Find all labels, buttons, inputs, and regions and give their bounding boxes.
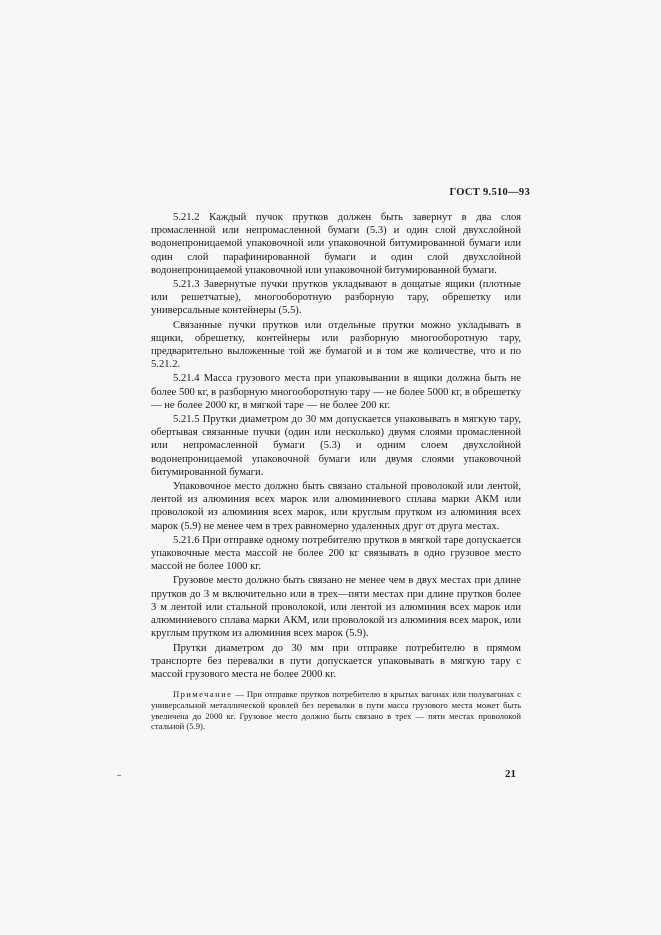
note-block	[151, 689, 521, 732]
page-number: 21	[505, 768, 516, 780]
paragraph-5-21-4: 5.21.4 Масса грузового места при упаковывании в ящики должна быть не более 500 кг, в разборную многооборотную тару — не более 5000 кг, в обрешетку — не более 2000 кг, в мягкой таре — не более 200 кг.	[151, 373, 521, 411]
paragraph-5-21-5: 5.21.5 Прутки диаметром до 30 мм допускается упаковывать в мягкую тару, обертывая связанные пучки (один или несколько) двумя слоями промасленной или непромасленной бумаги (5.3) и одним слоем двухслойной водонепроницаемой упаковочной бумаги или двумя слоями упаковочной битумированной бумаги.	[151, 414, 521, 478]
paragraph-cargo-place: Грузовое место должно быть связано не менее чем в двух местах при длине прутков до 3 м включительно или в трех—пяти местах при длине прутков более 3 м лентой или стальной проволокой, или лентой из алюминия всех марок или алюминиевого сплава марки АКМ, или проволокой из алюминия всех марок, или круглым прутком из алюминия всех марок (5.9).	[151, 575, 521, 640]
paragraph-5-21-6: 5.21.6 При отправке одному потребителю прутков в мягкой таре допускается упаковочные места массой не более 200 кг связывать в одно грузовое место массой не более 1000 кг.	[151, 534, 521, 573]
note-paragraph	[151, 689, 521, 732]
body-text	[151, 211, 521, 682]
paragraph-bundles: Связанные пучки прутков или отдельные прутки можно укладывать в ящики, обрешетку, контейнеры или разборную многооборотную тару, предварительно выложенные той же бумагой и в том же количестве, что и по 5.21.2.	[151, 319, 521, 371]
document-header: ГОСТ 9.510—93	[449, 187, 530, 198]
paragraph-direct-transport: Прутки диаметром до 30 мм при отправке потребителю в прямом транспорте без перевалки в пути допускается упаковывать в мягкую тару с массой грузового места не более 2000 кг.	[151, 642, 521, 680]
note-text: — При отправке прутков потребителю в крытых вагонах или полувагонах с универсальной металлической кровлей без перевалки в пути масса грузового места может быть увеличена до 2000 кг. Грузовое место должно быть связано в трех — пяти местах проволокой стальной (5.9).	[151, 689, 521, 732]
scan-mark	[117, 775, 121, 776]
paragraph-5-21-3: 5.21.3 Завернутые пучки прутков укладывают в дощатые ящики (плотные или решетчатые), многооборотную разборную тару, обрешетку или универсальные контейнеры (5.5).	[151, 279, 521, 317]
paragraph-5-21-2: 5.21.2 Каждый пучок прутков должен быть завернут в два слоя промасленной или непромасленной бумаги (5.3) и один слой двухслойной водонепроницаемой упаковочной или упаковочной битумированной бумаги или один слой парафинированной бумаги и один слой двухслойной водонепроницаемой упаковочной или упаковочной битумированной бумаги.	[151, 212, 521, 276]
note-label: Примечание	[173, 689, 233, 699]
paragraph-packing-place: Упаковочное место должно быть связано стальной проволокой или лентой, лентой из алюминия всех марок или алюминиевого сплава марки АКМ или проволокой из алюминия всех марок, или круглым прутком из алюминия всех марок (5.9) не менее чем в трех равномерно удаленных друг от друга местах.	[151, 481, 521, 532]
